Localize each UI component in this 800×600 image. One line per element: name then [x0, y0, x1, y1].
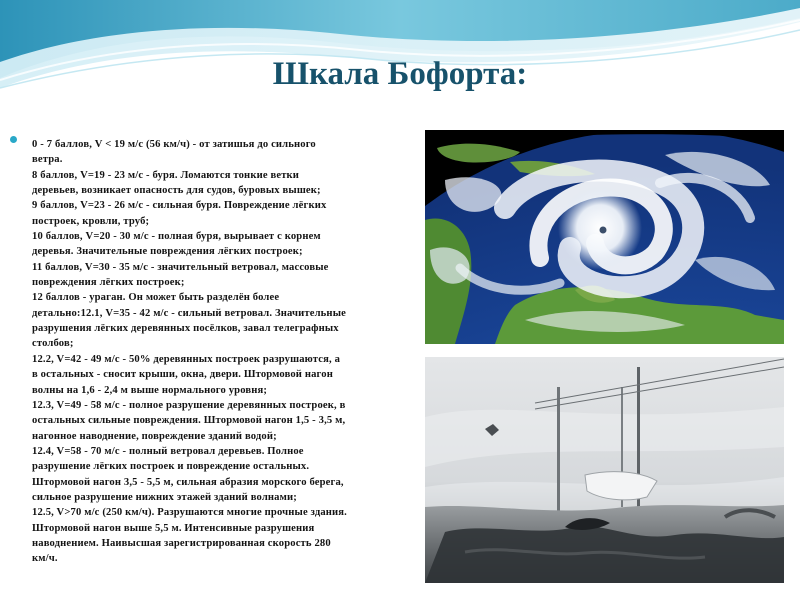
text-line: 12 баллов - ураган. Он может быть разделён более	[32, 292, 280, 304]
text-line: волны на 1,6 - 2,4 м выше нормального уровня;	[32, 384, 268, 396]
text-line: 12.3, V=49 - 58 м/с - полное разрушение деревянных построек, в	[32, 399, 346, 411]
text-line: сильное разрушение нижних этажей зданий волнами;	[32, 491, 297, 503]
text-line: деревья. Значительные повреждения лёгких построек;	[32, 246, 303, 258]
text-line: ветра.	[32, 154, 63, 166]
text-line: 12.2, V=42 - 49 м/с - 50% деревянных построек разрушаются, а	[32, 353, 341, 365]
text-line: столбов;	[32, 338, 74, 350]
text-line: 0 - 7 баллов, V < 19 м/с (56 км/ч) - от затишья до сильного	[32, 139, 316, 150]
text-line: 8 баллов, V=19 - 23 м/с - буря. Ломаются тонкие ветки	[32, 169, 300, 181]
text-line: деревьев, возникает опасность для судов, буровых вышек;	[32, 185, 321, 197]
storm-coast-photo	[425, 357, 784, 583]
satellite-hurricane-image	[425, 130, 784, 344]
beaufort-scale-text	[32, 137, 418, 567]
bullet-icon	[10, 136, 17, 143]
text-line: км/ч.	[32, 553, 58, 565]
text-line: остальных сильные повреждения. Штормовой нагон 1,5 - 3,5 м,	[32, 415, 346, 427]
text-line: детально:12.1, V=35 - 42 м/с - сильный ветровал. Значительные	[32, 307, 346, 319]
slide-title: Шкала Бофорта:	[272, 56, 528, 92]
text-line: построек, кровли, труб;	[32, 215, 150, 227]
text-line: нагонное наводнение, повреждение зданий водой;	[32, 430, 277, 442]
text-line: Штормовой нагон 3,5 - 5,5 м, сильная абразия морского берега,	[32, 476, 344, 488]
text-line: в остальных - сносит крыши, окна, двери. Штормовой нагон	[32, 369, 333, 381]
text-line: повреждения лёгких построек;	[32, 277, 185, 289]
text-line: Штормовой нагон выше 5,5 м. Интенсивные разрушения	[32, 522, 315, 534]
text-line: 9 баллов, V=23 - 26 м/с - сильная буря. Повреждение лёгких	[32, 200, 327, 212]
text-line: 11 баллов, V=30 - 35 м/с - значительный ветровал, массовые	[32, 261, 329, 273]
text-line: 10 баллов, V=20 - 30 м/с - полная буря, вырывает с корнем	[32, 231, 321, 243]
text-line: наводнением. Наивысшая зарегистрированная скорость 280	[32, 537, 331, 549]
text-line: 12.5, V>70 м/с (250 км/ч). Разрушаются многие прочные здания.	[32, 507, 347, 519]
text-line: разрушения лёгких деревянных посёлков, завал телеграфных	[32, 323, 339, 335]
text-line: разрушение лёгких построек и повреждение остальных.	[32, 461, 310, 473]
text-line: 12.4, V=58 - 70 м/с - полный ветровал деревьев. Полное	[32, 445, 304, 457]
